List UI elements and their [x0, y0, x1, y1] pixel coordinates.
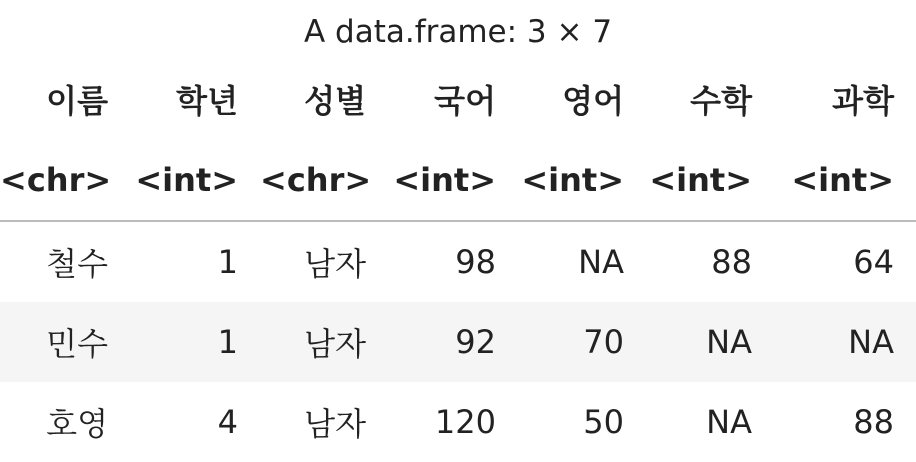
column-header: 국어: [434, 82, 496, 120]
table-cell: NA: [578, 243, 624, 281]
column-type: <chr>: [260, 140, 388, 221]
column-header: 영어: [562, 82, 624, 120]
table-cell: 호영: [46, 405, 108, 443]
column-types-row: [0, 140, 916, 221]
table-cell: 남자: [304, 405, 366, 443]
table-cell: 88: [711, 243, 752, 281]
table-cell: 1: [130, 302, 260, 382]
column-type: <int>: [518, 140, 646, 221]
table-cell: 120: [434, 403, 496, 441]
column-header: 과학: [832, 82, 894, 120]
table-cell: NA: [774, 302, 916, 382]
column-type: <int>: [646, 140, 774, 221]
column-names-row: [0, 58, 916, 140]
table-body: [0, 221, 916, 462]
column-type: <int>: [130, 140, 260, 221]
table-cell: NA: [706, 403, 752, 441]
table-header: [0, 58, 916, 221]
table-cell: 남자: [260, 302, 388, 382]
table-cell: 4: [217, 403, 238, 441]
column-type: <int>: [388, 140, 518, 221]
column-type: <int>: [774, 140, 916, 221]
table-row: [0, 221, 916, 302]
table-cell: 98: [455, 243, 496, 281]
column-header: 수학: [690, 82, 752, 120]
table-cell: 남자: [304, 245, 366, 283]
table-cell: 50: [583, 403, 624, 441]
table-cell: 88: [853, 403, 894, 441]
table-row: [0, 302, 916, 382]
table-cell: 64: [853, 243, 894, 281]
column-type: <chr>: [0, 140, 130, 221]
column-header: 이름: [46, 82, 108, 120]
table-cell: NA: [646, 302, 774, 382]
table-cell: 1: [217, 243, 238, 281]
table-row: [0, 382, 916, 462]
table-cell: 70: [518, 302, 646, 382]
table-cell: 92: [388, 302, 518, 382]
column-header: 성별: [304, 82, 366, 120]
table-caption: A data.frame: 3 × 7: [303, 14, 613, 50]
column-header: 학년: [176, 82, 238, 120]
table-cell: 철수: [46, 245, 108, 283]
table-cell: 민수: [0, 302, 130, 382]
data-table: [0, 58, 916, 462]
